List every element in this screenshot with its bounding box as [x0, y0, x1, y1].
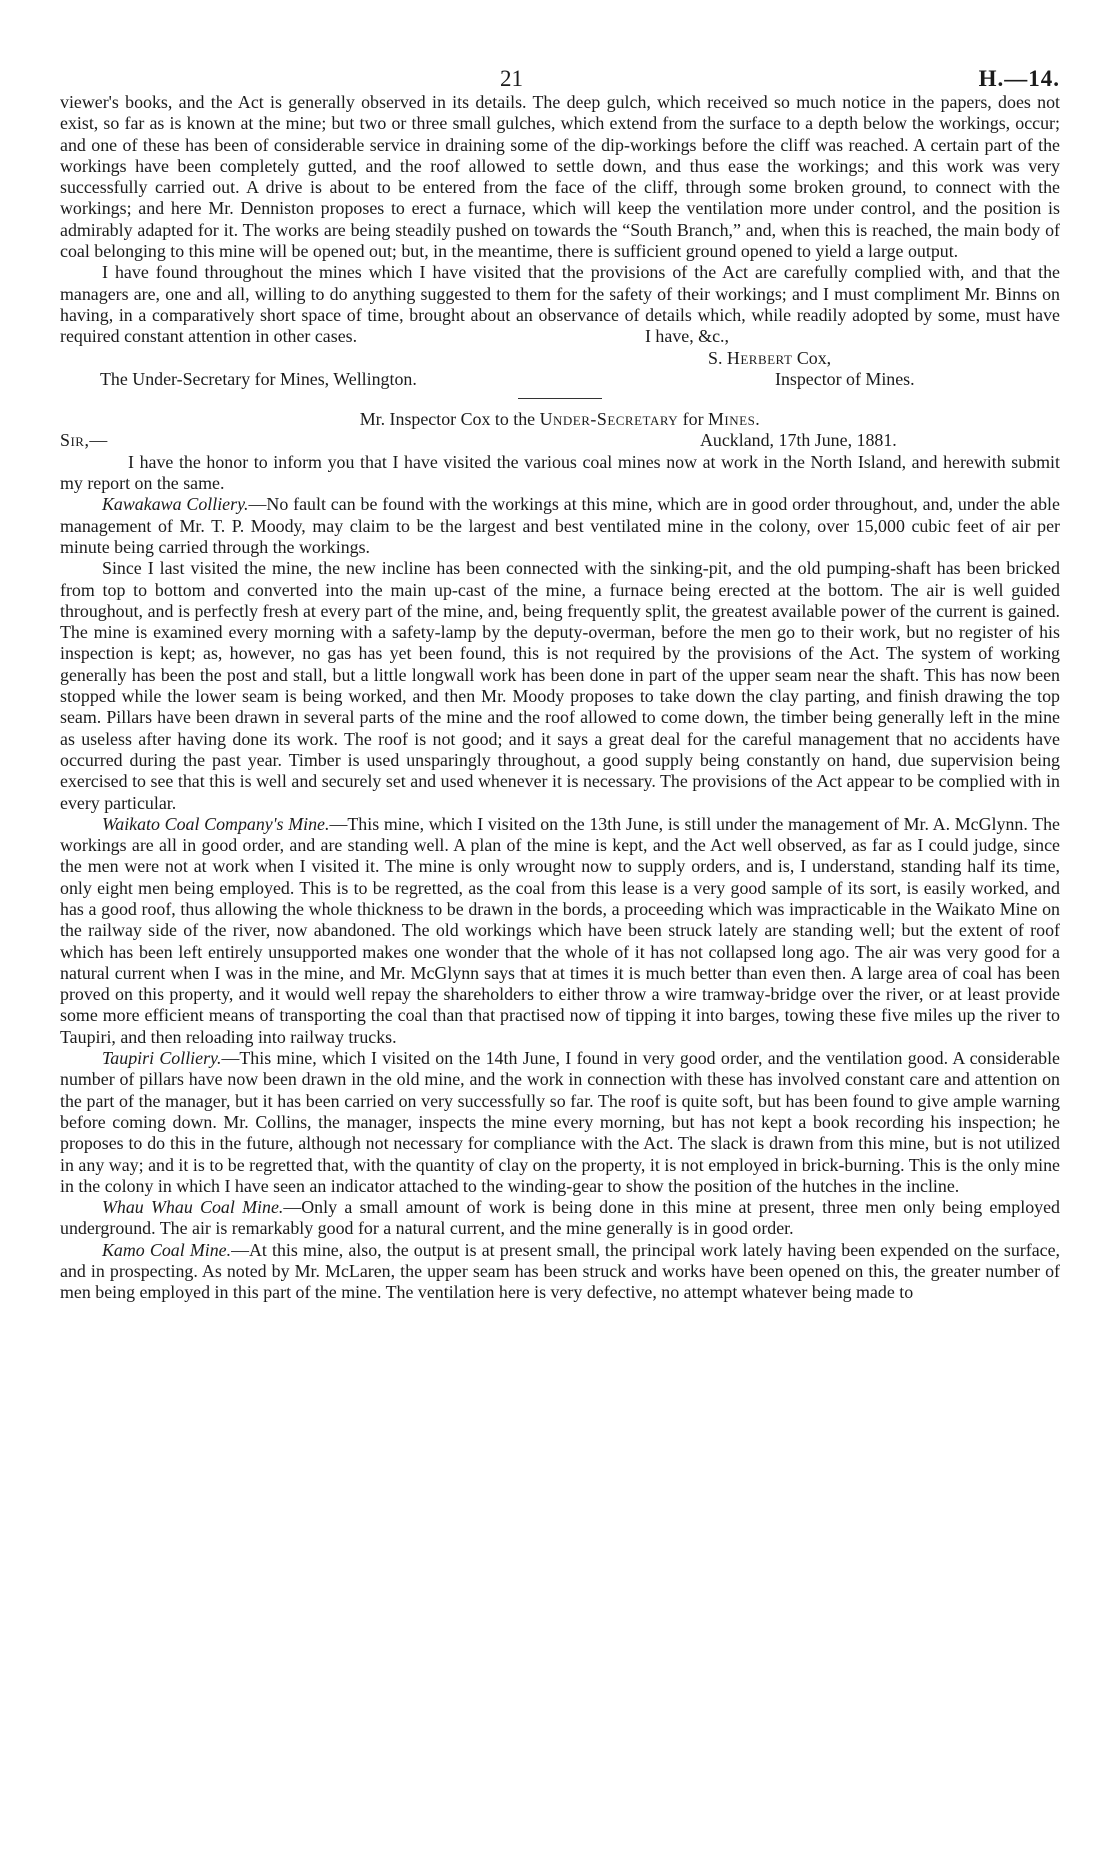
addressee: The Under-Secretary for Mines, Wellington.	[100, 368, 417, 389]
salutation-row	[60, 430, 1060, 451]
signature-name: Herbert	[726, 347, 793, 368]
letter2-title-mines: Mines.	[708, 409, 761, 430]
page-header	[60, 0, 1060, 92]
section-divider	[518, 398, 602, 399]
waikato-heading: Waikato Coal Company's Mine.	[102, 813, 330, 834]
closing: I have, &c.,	[645, 326, 729, 347]
letter2-title	[60, 409, 1060, 430]
document-page	[60, 0, 1060, 1876]
since-paragraph: Since I last visited the mine, the new incline has been connected with the sinking-pit, and the old pumping-shaft has been bricked from top to bottom and converted into the main up-cast of the mine, a furnace being erected at the bottom. The air is well guided throughout, and is perfectly fresh at every part of the mine, and, being frequently split, the greatest available power of the current is gained. The mine is examined every morning with a safety-lamp by the deputy-overman, before the men go to their work, but no register of his inspection is kept; as, however, no gas has yet been found, this is not required by the provisions of the Act. The system of working generally has been the post and stall, but a little longwall work has been done in part of the upper seam near the shaft. This has now been stopped while the lower seam is being worked, and then Mr. Moody proposes to take down the clay parting, and finish drawing the top seam. Pillars have been drawn in several parts of the mine and the roof allowed to come down, the timber being generally left in the mine as useless after having done its work. The roof is not good; and it says a great deal for the careful management that no accidents have occurred during the past year. Timber is used unsparingly throughout, a good supply being constantly on hand, due supervision being exercised to see that this is well and securely set and used whenever it is necessary. The provisions of the Act appear to be complied with in every particular.	[60, 558, 1060, 813]
taupiri-text: —This mine, which I visited on the 14th June, I found in very good order, and the ventilation good. A considerable number of pillars have now been drawn in the old mine, and the work in connection with these has involved constant care and attention on the part of the manager, but it has been carried on very successfully so far. The roof is quite soft, but has been found to give ample warning before coming down. Mr. Collins, the manager, inspects the mine every morning, but has not kept a book recording his inspection; he proposes to do this in the future, although not necessary for compliance with the Act. The slack is drawn from this mine, but is not utilized in any way; and it is to be regretted that, with the quantity of clay on the property, it is not employed in brick-burning. This is the only mine in the colony in which I have seen an indicator attached to the winding-gear to show the position of the hutches in the incline.	[60, 1048, 1060, 1196]
signature-surname: Cox,	[792, 347, 832, 368]
document-code: H.—14.	[978, 66, 1060, 91]
letter2-title-prefix: Mr. Inspector Cox to the	[359, 409, 540, 430]
letter2-title-addressee: Under-Secretary	[539, 409, 679, 430]
letter1-paragraph-1: viewer's books, and the Act is generally observed in its details. The deep gulch, which received so much notice in the papers, does not exist, so far as is known at the mine; but two or three small gulches, which extend from the surface to a depth below the workings, occur; and one of these has been of considerable service in draining some of the dip-workings before the cliff was reached. A certain part of the workings have been completely gutted, and the roof allowed to settle down, and thus ease the workings; and this work was very successfully carried out. A drive is about to be entered from the face of the cliff, through some broken ground, to connect with the workings; and here Mr. Denniston proposes to erect a furnace, which will keep the ventilation more under control, and the position is admirably adapted for it. The works are being steadily pushed on towards the “South Branch,” and, when this is reached, the main body of coal belonging to this mine will be opened out; but, in the meantime, there is sufficient ground opened to yield a large output.	[60, 92, 1060, 262]
taupiri-paragraph	[60, 1048, 1060, 1197]
whau-whau-text: —Only a small amount of work is being done in this mine at present, three men only being employed underground. The air is remarkably good for a natural current, and the mine generally is in good order.	[60, 1197, 1060, 1239]
addressee-row	[60, 369, 1060, 390]
kawakawa-heading: Kawakawa Colliery.	[102, 494, 249, 515]
page-number: 21	[500, 66, 523, 91]
dateline: Auckland, 17th June, 1881.	[700, 430, 897, 451]
signature-row	[60, 348, 1060, 369]
signature-initial: S.	[708, 347, 727, 368]
whau-whau-heading: Whau Whau Coal Mine.	[102, 1197, 284, 1218]
letter1-paragraph-2: I have found throughout the mines which I have visited that the provisions of the Act are carefully complied with, and that the managers are, one and all, willing to do anything suggested to them for the safety of their workings; and I must compliment Mr. Binns on having, in a comparatively short space of time, brought about an observance of details which, while readily adopted by some, must have required constant attention in other cases.	[60, 262, 1060, 347]
signature	[708, 348, 831, 369]
whau-whau-paragraph	[60, 1197, 1060, 1240]
letter2-title-for: for	[678, 409, 708, 430]
letter2-intro: I have the honor to inform you that I have visited the various coal mines now at work in the North Island, and herewith submit my report on the same.	[60, 451, 1060, 494]
kamo-text: —At this mine, also, the output is at present small, the principal work lately having been expended on the surface, and in prospecting. As noted by Mr. McLaren, the upper seam has been struck and works have been opened on this, the greater number of men being employed in this part of the mine. The ventilation here is very defective, no attempt whatever being made to	[60, 1239, 1061, 1303]
kamo-paragraph	[60, 1240, 1060, 1304]
page-body	[60, 92, 1060, 1304]
waikato-text: —This mine, which I visited on the 13th June, is still under the management of Mr. A. McGlynn. The workings are all in good order, and are standing well. A plan of the mine is kept, and the Act well observed, as far as I could judge, since the men were not at work when I visited it. The mine is only wrought now to supply orders, and is, I understand, standing half its time, only eight men being employed. This is to be regretted, as the coal from this lease is a very good sample of its sort, is easily worked, and has a good roof, thus allowing the whole thickness to be drawn in the bords, a proceeding which was impracticable in the Waikato Mine on the railway side of the river, now abandoned. The old workings which have been struck lately are standing well; but the extent of roof which has been left entirely unsupported makes one wonder that the whole of it has not collapsed long ago. The air was very good for a natural current when I was in the mine, and Mr. McGlynn says that at times it is much better than even then. A large area of coal has been proved on this property, and it would well repay the shareholders to either throw a wire tramway-bridge over the river, or at least provide some more efficient means of transporting the coal than that practised now of tipping it into barges, towing these five miles up the river to Taupiri, and then reloading into railway trucks.	[60, 813, 1060, 1047]
salutation: Sir,—	[60, 430, 108, 451]
kawakawa-text: —No fault can be found with the workings at this mine, which are in good order throughout, and, under the able management of Mr. T. P. Moody, may claim to be the largest and best ventilated mine in the colony, over 15,000 cubic feet of air per minute being carried through the workings.	[60, 494, 1060, 557]
closing-row	[60, 326, 1060, 347]
waikato-paragraph	[60, 814, 1060, 1048]
signatory-title: Inspector of Mines.	[775, 368, 915, 389]
kawakawa-paragraph	[60, 494, 1060, 558]
kamo-heading: Kamo Coal Mine.	[102, 1239, 232, 1260]
taupiri-heading: Taupiri Colliery.	[102, 1048, 222, 1069]
